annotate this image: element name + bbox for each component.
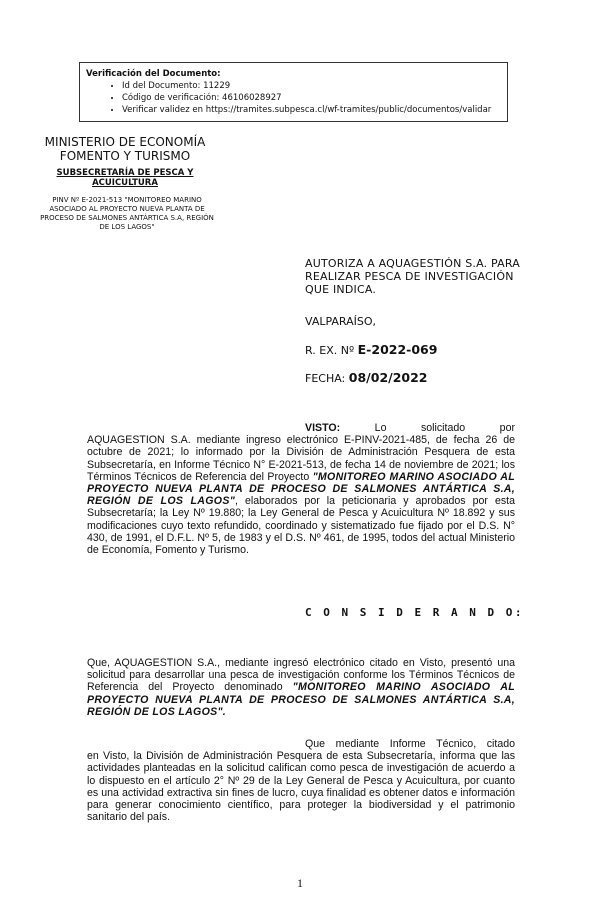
verification-title: Verificación del Documento: (86, 69, 221, 79)
visto-label: VISTO: (305, 422, 341, 434)
verification-id: • Id del Documento: 11229 (122, 80, 501, 92)
fecha-value: 08/02/2022 (348, 370, 428, 385)
page-number: 1 (297, 876, 303, 890)
considerando-title: C O N S I D E R A N D O: (305, 606, 524, 619)
visto-head-rest: Lo solicitado por (374, 422, 515, 434)
fecha-label: FECHA: (305, 372, 346, 385)
resolution-place: VALPARAÍSO, (305, 315, 377, 328)
verification-box (79, 62, 508, 122)
resolution-date (305, 370, 428, 385)
resolution-subject: AUTORIZA A AQUAGESTIÓN S.A. PARA REALIZAR PESCA DE INVESTIGACIÓN QUE INDICA. (305, 257, 520, 296)
rex-label: R. EX. Nº (305, 344, 355, 357)
verification-url[interactable]: • Verificar validez en https://tramites.subpesca.cl/wf-tramites/public/documentos/validar (122, 104, 501, 116)
resolution-number (305, 342, 437, 357)
pinv-reference: PINV Nº E-2021-513 "MONITOREO MARINO ASOCIADO AL PROYECTO NUEVA PLANTA DE PROCESO DE SALMONES ANTÁRTICA S.A, REGIÓN DE LOS LAGOS" (40, 196, 214, 231)
ministry-line-1: MINISTERIO DE ECONOMÍA (44, 135, 206, 149)
ministry-line-2: FOMENTO Y TURISMO (59, 149, 191, 163)
verification-list (86, 80, 501, 116)
visto-paragraph (87, 422, 515, 556)
subsecretaria-name: SUBSECRETARÍA DE PESCA Y ACUICULTURA (56, 168, 194, 188)
visto-head (87, 422, 515, 434)
visto-project-name: "MONITOREO MARINO ASOCIADO AL PROYECTO NUEVA PLANTA DE PROCESO DE SALMONES ANTÁRTICA S.A, REGIÓN DE LOS LAGOS" (87, 470, 515, 508)
visto-text-b: , elaborados por la peticionaria y aprobados por esta Subsecretaría; la Ley Nº 19.880; la Ley General de Pesca y Acuicultura Nº 18.892 y sus modificaciones cuyo texto refundido, coordinado y sistematizado fue fijado por el D.S. N° 430, de 1991, el D.F.L. Nº 5, de 1983 y el D.S. Nº 461, de 1995, todos del actual Ministerio de Economía, Fomento y Turismo. (87, 495, 515, 557)
considerando-2-text: en Visto, la División de Administración Pesquera de esta Subsecretaría, informa que las actividades planteadas en la solicitud califican como pesca de investigación de acuerdo a lo dispuesto en el artículo 2° Nº 29 de la Ley General de Pesca y Acuicultura, por cuanto es una actividad extractiva sin fines de lucro, cuya finalidad es obtener datos e información para generar conocimiento científico, para proteger la biodiversidad y el patrimonio sanitario del país. (87, 750, 515, 824)
verification-code: • Código de verificación: 46106028927 (122, 92, 501, 104)
considerando-paragraph-2 (87, 738, 515, 823)
rex-number: E-2022-069 (357, 342, 438, 357)
considerando-1-text: Que, AQUAGESTION S.A., mediante ingresó electrónico citado en Visto, presentó una solicitud para desarrollar una pesca de investigación conforme los Términos Técnicos de Referencia del Proyecto denominado (87, 657, 515, 694)
considerando-2-head: Que mediante Informe Técnico, citado (305, 738, 515, 750)
considerando-1-project: "MONITOREO MARINO ASOCIADO AL PROYECTO NUEVA PLANTA DE PROCESO DE SALMONES ANTÁRTICA S.A, REGIÓN DE LOS LAGOS". (87, 681, 515, 718)
considerando-paragraph-1 (87, 657, 515, 718)
visto-text-a: AQUAGESTION S.A. mediante ingreso electrónico E-PINV-2021-485, de fecha 26 de octubre de 2021; lo informado por la División de Administración Pesquera de esta Subsecretaría, en Informe Técnico N° E-2021-513, de fecha 14 de noviembre de 2021; los Términos Técnicos de Referencia del Proyecto (87, 434, 515, 483)
ministry-name (30, 135, 220, 163)
